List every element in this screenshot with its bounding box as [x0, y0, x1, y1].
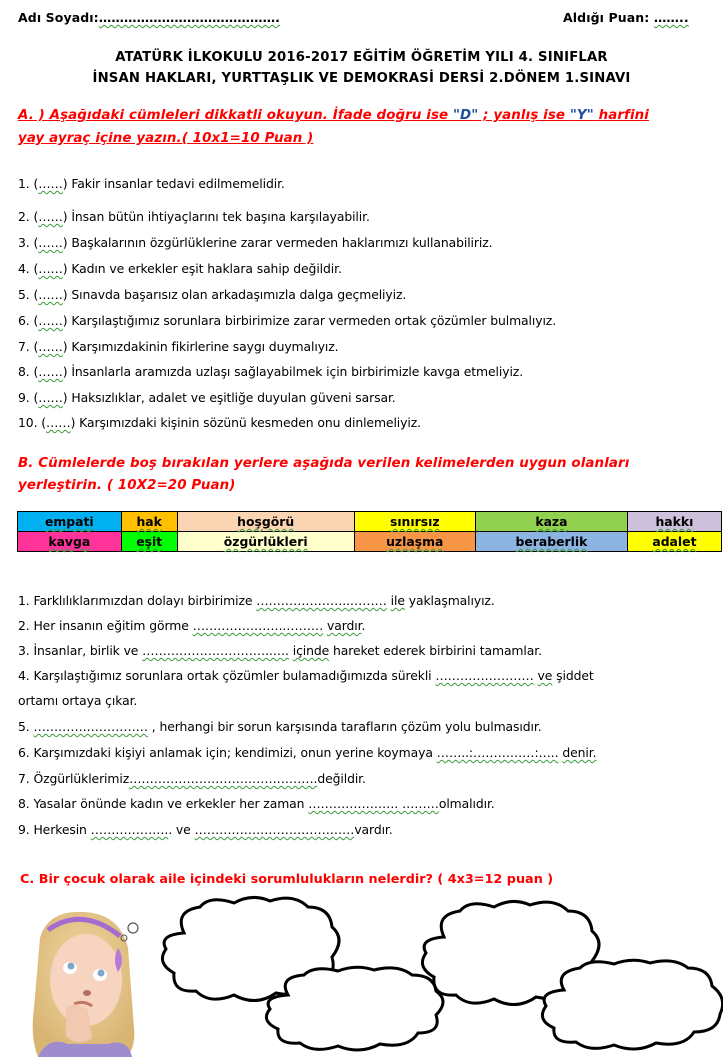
word-bank-word: özgürlükleri [223, 534, 308, 549]
item-text: ) Karşılaştığımız sorunlara birbirimize zarar vermeden ortak çözümler bulmalıyız. [62, 313, 557, 328]
item-text: ve [537, 668, 553, 683]
item-number: 5. ( [18, 287, 39, 302]
item-text: ) Haksızlıklar, adalet ve eşitliğe duyulan güveni sarsar. [62, 390, 396, 405]
answer-cloud-3[interactable] [256, 965, 456, 1057]
thinking-girl-illustration [18, 908, 148, 1057]
item-text: vardır. [354, 822, 393, 837]
word-bank-cell [121, 532, 177, 552]
answer-blank[interactable]: …… [38, 176, 63, 191]
fill-blank-item [18, 771, 366, 786]
true-false-item [18, 313, 556, 328]
item-number: 2. ( [18, 209, 39, 224]
fill-blank-item [18, 643, 542, 658]
name-blank[interactable]: ……………………………………. [98, 10, 281, 25]
word-bank-word: uzlaşma [386, 534, 444, 549]
item-number: 3. ( [18, 235, 39, 250]
item-text: 2. Her insanın eğitim görme [18, 618, 193, 633]
answer-blank[interactable]: …… [38, 364, 63, 379]
item-text: 7. Özgürlüklerimiz [18, 771, 130, 786]
false-letter: "Y" [569, 108, 594, 123]
word-bank-row [18, 532, 722, 552]
word-bank-word: hoşgörü [237, 514, 295, 529]
item-text: olmalıdır. [438, 796, 495, 811]
score-label: Aldığı Puan: [563, 10, 650, 25]
true-false-item [18, 364, 523, 379]
item-text: şiddet [552, 668, 594, 683]
item-text: ) Karşımızdakinin fikirlerine saygı duymalıyız. [62, 339, 339, 354]
item-number: 7. ( [18, 339, 39, 354]
item-text: ) İnsanlarla aramızda uzlaşı sağlayabilmek için birbirimizle kavga etmeliyiz. [62, 364, 524, 379]
answer-blank[interactable]: …………………..……… [256, 593, 387, 608]
item-text: 9. Herkesin [18, 822, 91, 837]
item-text: ortamı ortaya çıkar. [18, 693, 138, 708]
item-text: içinde [292, 643, 330, 658]
item-text: , herhangi bir sorun karşısında tarafların çözüm yolu bulmasıdır. [147, 719, 542, 734]
true-false-item [18, 339, 339, 354]
true-letter: "D" [452, 108, 479, 123]
fill-blank-item [18, 668, 594, 683]
word-bank-word: empati [44, 514, 94, 529]
answer-blank[interactable]: …… [38, 313, 63, 328]
answer-blank[interactable]: …… [38, 339, 63, 354]
answer-blank[interactable]: ………….…………… [33, 719, 148, 734]
answer-blank[interactable]: …… [45, 415, 71, 430]
answer-blank[interactable]: ………………………………………. [129, 771, 318, 786]
item-text: ile [390, 593, 405, 608]
item-text: vardır [327, 618, 362, 633]
word-bank-cell [627, 512, 721, 532]
score-field[interactable] [563, 10, 689, 25]
item-text: 4. Karşılaştığımız sorunlara ortak çözümler bulamadığımızda sürekli [18, 668, 436, 683]
item-text: hareket ederek birbirini tamamlar. [329, 643, 542, 658]
true-false-item [18, 176, 285, 191]
fill-blank-item [18, 745, 596, 760]
item-number: 1. ( [18, 176, 39, 191]
item-number: 8. ( [18, 364, 39, 379]
exam-title-line1: ATATÜRK İLKOKULU 2016-2017 EĞİTİM ÖĞRETİM YILI 4. SINIFLAR [115, 50, 608, 65]
answer-blank[interactable]: …………………. ……… [308, 796, 439, 811]
word-bank-word: hak [136, 514, 162, 529]
word-bank-cell [354, 532, 475, 552]
item-text: değildir. [317, 771, 366, 786]
item-text: 6. Karşımızdaki kişiyi anlamak için; kendimizi, onun yerine koymaya [18, 745, 437, 760]
fill-blank-item [18, 719, 542, 734]
word-bank-cell [177, 512, 354, 532]
word-bank-cell [177, 532, 354, 552]
true-false-item [18, 209, 370, 224]
word-bank-row [18, 512, 722, 532]
item-number: 6. ( [18, 313, 39, 328]
section-c-heading: C. Bir çocuk olarak aile içindeki sorumlulukların nelerdir? ( 4x3=12 puan ) [20, 872, 554, 887]
item-number: 10. ( [18, 415, 46, 430]
word-bank-cell [354, 512, 475, 532]
item-text: ) Sınavda başarısız olan arkadaşımızla dalga geçmeliyiz. [62, 287, 407, 302]
fill-blank-item [18, 618, 365, 633]
fill-blank-item [18, 796, 495, 811]
item-text: 8. Yasalar önünde kadın ve erkekler her zaman [18, 796, 309, 811]
true-false-item [18, 287, 406, 302]
fill-blank-item [18, 693, 137, 708]
word-bank-word: kaza [535, 514, 568, 529]
item-text: ) Fakir insanlar tedavi edilmemelidir. [62, 176, 285, 191]
item-text: denir. [562, 745, 597, 760]
word-bank-cell [627, 532, 721, 552]
item-text: yaklaşmalıyız. [404, 593, 495, 608]
item-number: 9. ( [18, 390, 39, 405]
answer-blank[interactable]: …… [38, 287, 63, 302]
answer-blank[interactable]: ………………………………… [194, 822, 355, 837]
word-bank-word: adalet [652, 534, 697, 549]
answer-blank[interactable]: ……..:……………:….. [436, 745, 559, 760]
item-text: 3. İnsanlar, birlik ve [18, 643, 143, 658]
answer-blank[interactable]: ………………. [90, 822, 169, 837]
section-a-heading: A. ) Aşağıdaki cümleleri dikkatli okuyun. İfade doğru ise "D" ; yanlış ise "Y" harfini [18, 108, 649, 123]
item-text: ) İnsan bütün ihtiyaçlarını tek başına karşılayabilir. [62, 209, 370, 224]
word-bank-word: beraberlik [515, 534, 588, 549]
word-bank-cell [476, 532, 628, 552]
item-number: 4. ( [18, 261, 39, 276]
true-false-item [18, 390, 396, 405]
fill-blank-item [18, 822, 393, 837]
item-text: . ve [168, 822, 195, 837]
item-text: ) Başkalarının özgürlüklerine zarar vermeden haklarımızı kullanabiliriz. [62, 235, 493, 250]
item-text: ) Kadın ve erkekler eşit haklara sahip değildir. [62, 261, 342, 276]
item-text: . [361, 618, 366, 633]
true-false-item [18, 235, 492, 250]
item-text: ) Karşımızdaki kişinin sözünü kesmeden onu dinlemeliyiz. [70, 415, 421, 430]
answer-cloud-4[interactable] [532, 958, 723, 1057]
true-false-item [18, 415, 421, 430]
answer-blank[interactable]: …… [38, 261, 63, 276]
score-blank[interactable]: …….. [653, 10, 689, 25]
name-label: Adı Soyadı: [18, 10, 99, 25]
section-b-heading-line2: yerleştirin. ( 10X2=20 Puan) [18, 478, 236, 493]
item-text: 1. Farklılıklarımızdan dolayı birbirimize [18, 593, 257, 608]
exam-title-line2: İNSAN HAKLARI, YURTTAŞLIK VE DEMOKRASİ DERSİ 2.DÖNEM 1.SINAVI [92, 71, 631, 86]
word-bank-word: kavga [48, 534, 91, 549]
word-bank-word: sınırsız [389, 514, 440, 529]
word-bank-cell [121, 512, 177, 532]
name-field[interactable] [18, 10, 280, 25]
answer-blank[interactable]: …… [38, 235, 63, 250]
word-bank-cell [18, 532, 122, 552]
answer-blank[interactable]: …… [38, 209, 63, 224]
word-bank-cell [476, 512, 628, 532]
answer-blank[interactable]: …………………… [435, 668, 534, 683]
item-text: 5. [18, 719, 34, 734]
section-b-heading: B. Cümlelerde boş bırakılan yerlere aşağıda verilen kelimelerden uygun olanları [18, 456, 630, 471]
section-a-heading-line2: yay ayraç içine yazın.( 10x1=10 Puan ) [18, 131, 314, 146]
answer-blank[interactable]: …… [38, 390, 63, 405]
true-false-item [18, 261, 342, 276]
answer-blank[interactable]: …………………………..…. [142, 643, 289, 658]
word-bank-word: hakkı [655, 514, 694, 529]
answer-blank[interactable]: …………………..……… [192, 618, 324, 633]
fill-blank-item [18, 593, 495, 608]
word-bank-table [17, 511, 722, 552]
word-bank-word: eşit [136, 534, 163, 549]
word-bank-cell [18, 512, 122, 532]
